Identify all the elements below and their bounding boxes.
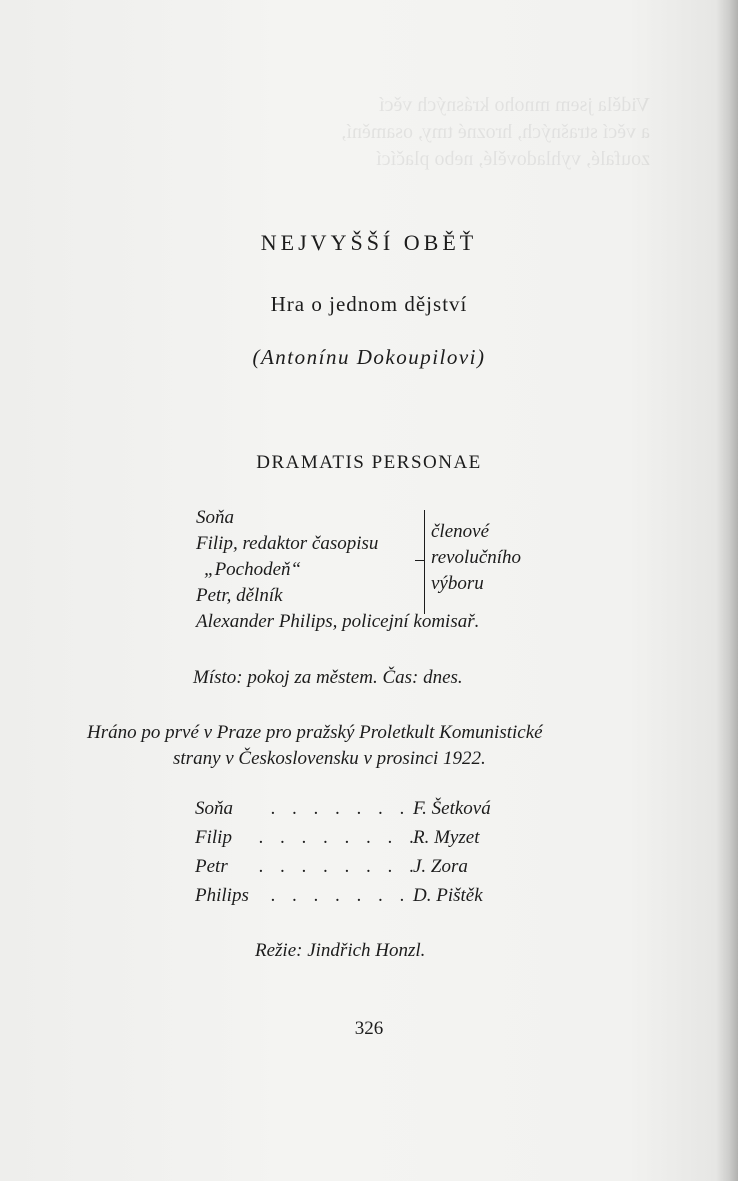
page-gutter-shadow [716, 0, 738, 1181]
leader-dots: . . . . . . . [271, 798, 411, 819]
committee-brace-tick [415, 560, 424, 561]
leader-dots: . . . . . . . . [259, 827, 421, 848]
cast-row [195, 856, 525, 880]
cast-actor: J. Zora [413, 856, 468, 877]
character-filip: Filip, redaktor časopisu [196, 533, 379, 554]
cast-row [195, 885, 525, 909]
committee-label-line3: výboru [431, 573, 484, 594]
leader-dots: . . . . . . . [271, 885, 411, 906]
cast-row [195, 827, 525, 851]
cast-role: Filip [195, 827, 232, 848]
cast-actor: D. Pištěk [413, 885, 483, 906]
committee-label-line2: revolučního [431, 547, 522, 568]
cast-actor: F. Šetková [413, 798, 491, 819]
play-subtitle: Hra o jednom dějství [270, 292, 468, 316]
dedication: (Antonínu Dokoupilovi) [252, 345, 486, 369]
bleed-through-text: Viděla jsem mnoho krásných věcí a věcí strašných, hrozné tmy, osamění, zoufalé, vyhladovělé, nebo plačící [341, 94, 650, 170]
cast-role: Philips [195, 885, 249, 906]
character-filip-magazine: „Pochodeň“ [204, 559, 302, 580]
director-credit: Režie: Jindřich Honzl. [255, 940, 426, 961]
setting-line: Místo: pokoj za městem. Čas: dnes. [193, 667, 463, 688]
committee-brace [424, 510, 425, 614]
cast-role: Petr [195, 856, 228, 877]
character-philips: Alexander Philips, policejní komisař. [196, 611, 480, 632]
leader-dots: . . . . . . . . [259, 856, 421, 877]
cast-row [195, 798, 525, 822]
dramatis-personae-heading: DRAMATIS PERSONAE [256, 452, 482, 473]
character-sona: Soňa [196, 507, 234, 528]
play-title: NEJVYŠŠÍ OBĚŤ [260, 230, 478, 255]
cast-actor: R. Myzet [413, 827, 480, 848]
cast-role: Soňa [195, 798, 233, 819]
character-petr: Petr, dělník [196, 585, 283, 606]
premiere-line-1: Hráno po prvé v Praze pro pražský Proletkult Komunistické [87, 722, 543, 743]
premiere-line-2: strany v Československu v prosinci 1922. [173, 748, 486, 769]
page-number: 326 [354, 1018, 384, 1039]
committee-label-line1: členové [431, 521, 490, 542]
